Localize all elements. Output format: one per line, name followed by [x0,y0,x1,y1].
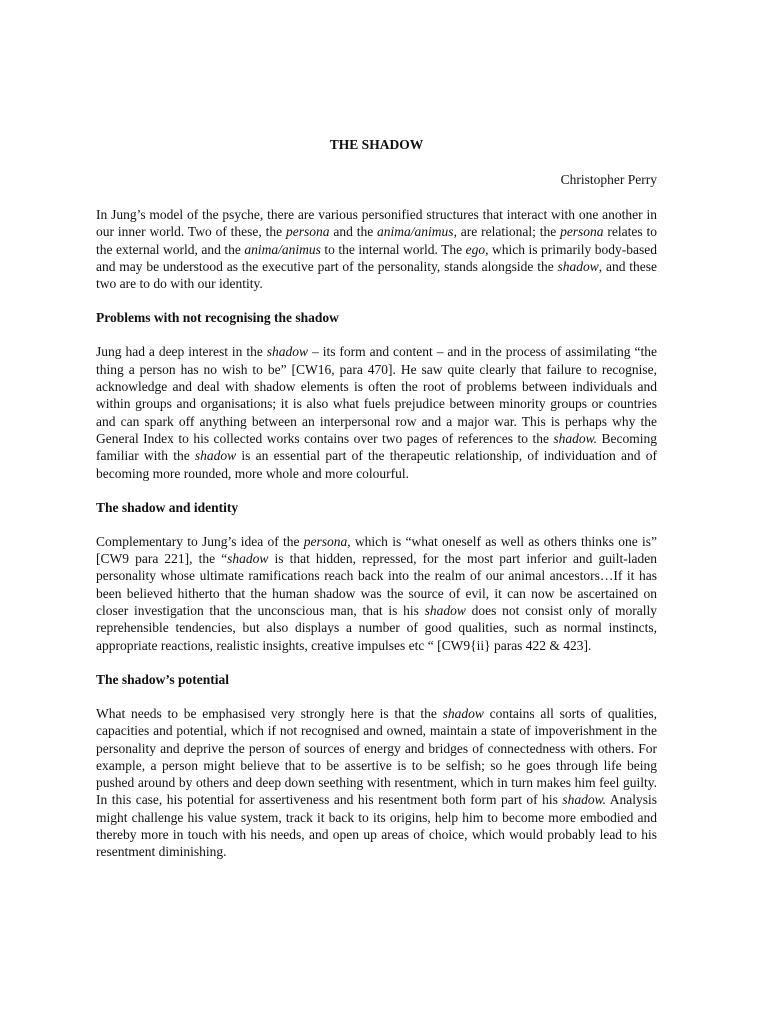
italic-term: persona [303,533,348,549]
document-title: THE SHADOW [329,137,424,152]
italic-term: shadow. [553,430,598,446]
italic-term: shadow [442,705,484,721]
italic-term: anima/animus [244,241,321,257]
intro-paragraph: In Jung’s model of the psyche, there are various personified structures that interact with one another in our inner world. Two of these, the persona and the anima/animus, are relational; the persona relates to the external world, and the anima/animus to the internal world. The ego, which is primarily body-based and may be understood as the executive part of the personality, stands alongside the shadow, and these two are to do with our identity. [96,207,657,292]
italic-term: shadow [227,551,269,567]
italic-term: persona [560,224,604,240]
paragraph-identity: Complementary to Jung’s idea of the persona, which is “what oneself as well as others thinks one is” [CW9 para 221], the “shadow is that hidden, repressed, for the most part inferior and guilt-laden personality whose ultimate ramifications reach back into the realm of our animal ancestors…If it has been believed hitherto that the human shadow was the source of evil, it can now be ascertained on closer investigation that the unconscious man, that is his shadow does not consist only of morally reprehensible tendencies, but also displays a number of good qualities, such as normal instincts, appropriate reactions, realistic insights, creative impulses etc “ [CW9{ii} paras 422 & 423]. [96,533,658,653]
italic-term: ego, [465,241,489,257]
italic-term: shadow [557,258,599,274]
italic-term: shadow [194,448,237,464]
italic-term: shadow [266,344,309,360]
section-heading-recognising: Problems with not recognising the shadow [96,310,339,326]
document-page [96,128,657,861]
italic-term: shadow [424,603,466,619]
paragraph-potential: What needs to be emphasised very strongly here is that the shadow contains all sorts of qualities, capacities and potential, which if not recognised and owned, maintain a state of impoverishment in the personality and deprive the person of sources of energy and bridges of connectedness with others. For example, a person might believe that to be assertive is to be selfish; so he goes through life being pushed around by others and deep down seething with resentment, which in turn makes him feel guilty. In this case, his potential for assertiveness and his resentment both form part of his shadow. Analysis might challenge his value system, track it back to its origins, help him to become more embodied and thereby more in touch with his needs, and open up areas of choice, which would probably lead to his resentment diminishing. [96,705,657,860]
italic-term: anima/animus [377,224,454,240]
italic-term: persona [286,224,330,240]
italic-term: shadow. [562,792,607,808]
paragraph-recognising: Jung had a deep interest in the shadow – its form and content – and in the process of assimilating “the thing a person has no wish to be” [CW16, para 470]. He saw quite clearly that failure to recognise, acknowledge and deal with shadow elements is often the root of problems between individuals and within groups and organisations; it is also what fuels prejudice between minority groups or countries and can spark off anything between an interpersonal row and a major war. This is perhaps why the General Index to his collected works contains over two pages of references to the shadow. Becoming familiar with the shadow is an essential part of the therapeutic relationship, of individuation and of becoming more rounded, more whole and more colourful. [96,344,657,481]
author-name: Christopher Perry [560,172,657,187]
section-heading-potential: The shadow’s potential [96,671,230,687]
section-heading-identity: The shadow and identity [96,499,239,515]
